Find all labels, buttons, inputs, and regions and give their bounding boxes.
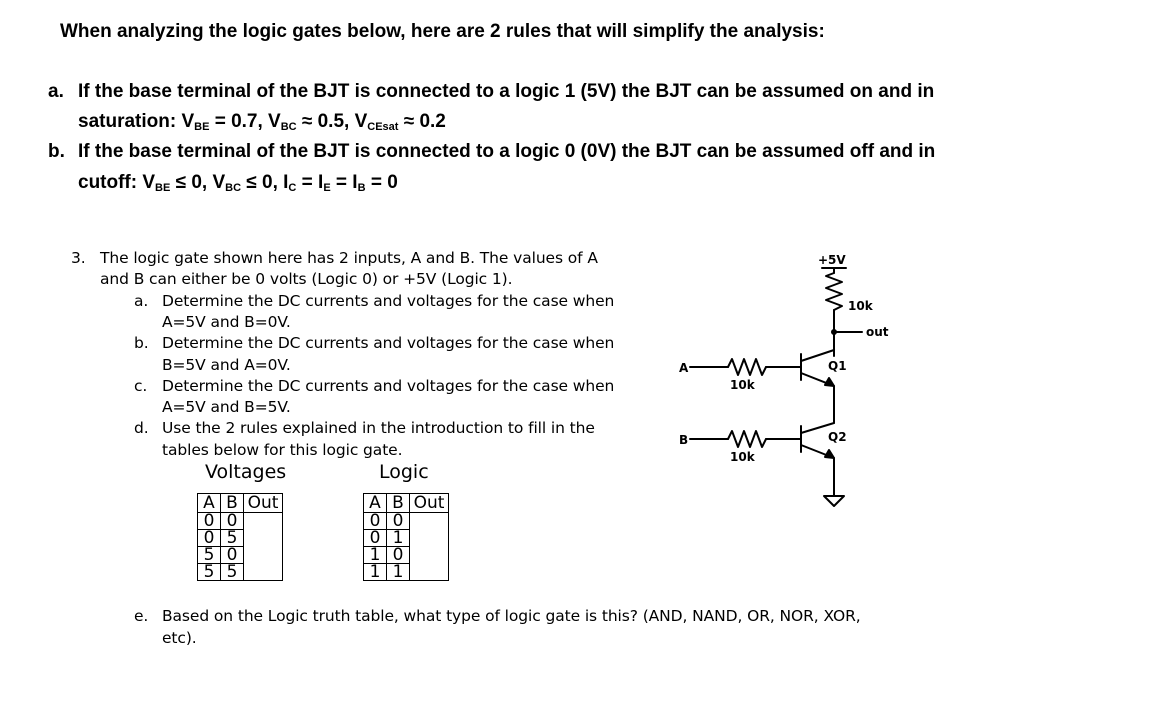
rule-a-vcesat: ≈ 0.2 [403,111,446,132]
r-base-b-label: 10k [730,450,755,464]
input-a-label: A [679,361,689,375]
table-cell: 0 [364,513,387,530]
rule-b-currents: = 0 [370,172,398,193]
logic-header-a: A [364,494,387,513]
part-b-line2: B=5V and A=0V. [162,356,291,374]
table-cell: 5 [198,564,221,581]
question-number: 3. [71,249,86,267]
rule-b-vbc: ≤ 0, [246,172,278,193]
r-base-a-label: 10k [730,378,755,392]
part-c-marker: c. [134,377,148,395]
rule-a-marker: a. [48,81,64,102]
question-stem-line1: The logic gate shown here has 2 inputs, A and B. The values of A [100,249,598,267]
part-e-line2: etc). [162,629,197,647]
ground-icon [824,496,844,506]
rule-b-line1: If the base terminal of the BJT is connected to a logic 0 (0V) the BJT can be assumed off and in [78,141,936,162]
rule-b-vbe: ≤ 0, [175,172,208,193]
part-a-marker: a. [134,292,149,310]
q2-label: Q2 [828,430,847,444]
table-cell: 1 [364,547,387,564]
logic-header-out: Out [410,494,449,513]
table-cell: 5 [221,564,244,581]
table-cell: 1 [364,564,387,581]
voltages-header-out: Out [244,494,283,513]
q2-emitter-arrow [825,450,834,458]
rule-a-line1: If the base terminal of the BJT is connected to a logic 1 (5V) the BJT can be assumed on and in [78,81,935,102]
part-e-marker: e. [134,607,149,625]
rule-a-line2: saturation: $V_{BE} = 0.7$, $V_{BC} \approx 0.5$, $V_{CEsat} \approx 0.2$ [78,111,446,133]
table-cell: 0 [221,513,244,530]
part-c-line2: A=5V and B=5V. [162,398,291,416]
r-base-b [728,431,766,447]
rule-a-vbe: = 0.7, [214,111,263,132]
part-a-line2: A=5V and B=0V. [162,313,291,331]
part-d-marker: d. [134,419,149,437]
logic-title: Logic [379,461,429,483]
supply-label: +5V [818,253,846,267]
rule-b-marker: b. [48,141,65,162]
part-c-line1: Determine the DC currents and voltages for the case when [162,377,615,395]
table-cell: 5 [198,547,221,564]
r-collector-label: 10k [848,299,873,313]
table-cell: 0 [364,530,387,547]
part-d-line2: tables below for this logic gate. [162,441,403,459]
r-base-a [728,359,766,375]
table-cell: 5 [221,530,244,547]
part-b-line1: Determine the DC currents and voltages for the case when [162,334,615,352]
q1-label: Q1 [828,359,847,373]
voltages-header-a: A [198,494,221,513]
part-d-line1: Use the 2 rules explained in the introduction to fill in the [162,419,595,437]
table-cell: 0 [221,547,244,564]
part-e-line1: Based on the Logic truth table, what type of logic gate is this? (AND, NAND, OR, NOR, XOR, [162,607,861,625]
table-cell: 0 [387,513,410,530]
voltages-header-b: B [221,494,244,513]
table-cell: 0 [198,513,221,530]
q1-emitter-arrow [825,378,834,386]
rule-b-line2: cutoff: $V_{BE} \le 0$, $V_{BC} \le 0$, $I_C = I_E = I_B = 0$ [78,172,398,194]
collector-resistor [826,273,842,310]
rule-a-label: saturation: [78,111,177,132]
part-a-line1: Determine the DC currents and voltages for the case when [162,292,615,310]
table-cell: 0 [198,530,221,547]
rule-b-label: cutoff: [78,172,138,193]
logic-header-b: B [387,494,410,513]
rule-a-vbc: ≈ 0.5, [301,111,350,132]
question-stem-line2: and B can either be 0 volts (Logic 0) or +5V (Logic 1). [100,270,513,288]
intro-heading: When analyzing the logic gates below, here are 2 rules that will simplify the analysis: [60,21,825,42]
voltages-title: Voltages [205,461,287,483]
output-label: out [866,325,889,339]
table-cell: 1 [387,564,410,581]
table-cell: 0 [387,547,410,564]
table-cell: 1 [387,530,410,547]
part-b-marker: b. [134,334,149,352]
input-b-label: B [679,433,689,447]
